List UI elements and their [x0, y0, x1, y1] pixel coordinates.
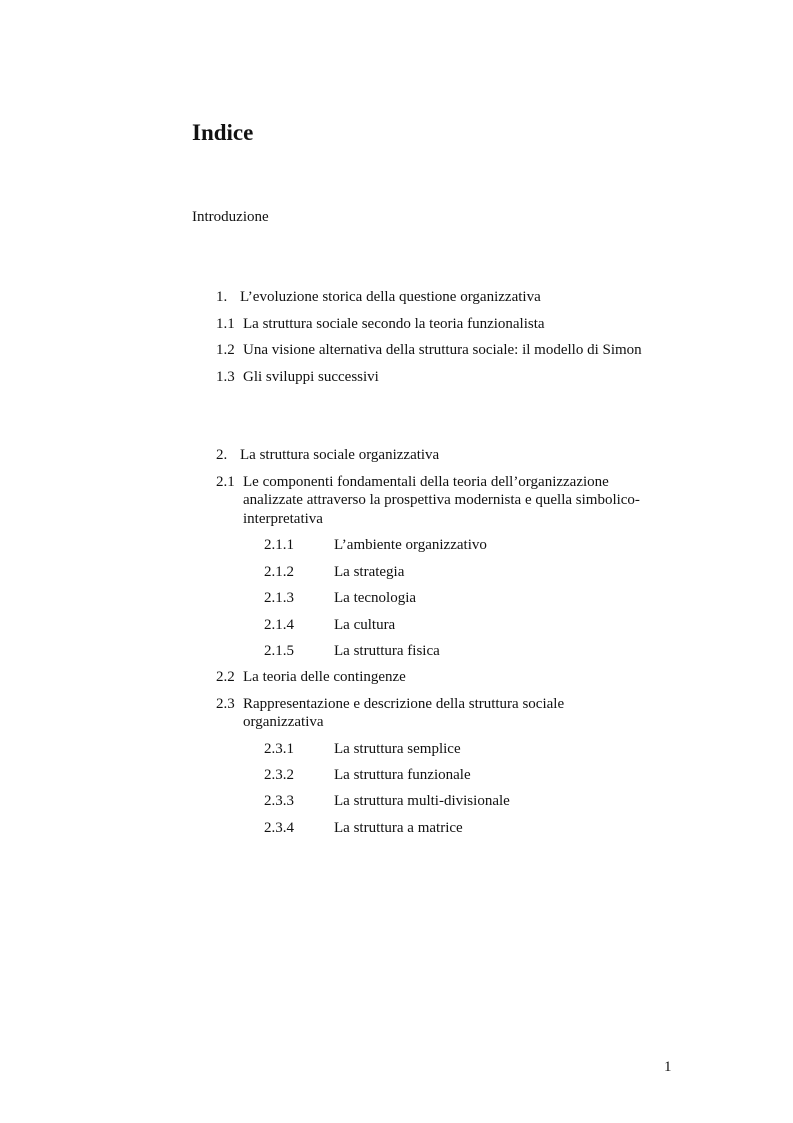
toc-title: La struttura a matrice [334, 820, 463, 836]
toc-number: 2.1.3 [264, 590, 294, 606]
page-number: 1 [664, 1059, 672, 1075]
toc-number: 2.2 [216, 669, 235, 685]
toc-title: La tecnologia [334, 590, 417, 606]
toc-subsection-2-1-5 [264, 642, 440, 660]
toc-number: 2.1.4 [264, 617, 294, 633]
toc-title: La struttura funzionale [334, 767, 471, 783]
toc-number: 1.1 [216, 316, 235, 332]
toc-number: 2.3.4 [264, 820, 294, 836]
toc-title-continuation: analizzate attraverso la prospettiva modernista e quella simbolico- [243, 492, 640, 508]
toc-chapter-1 [216, 288, 541, 306]
toc-number: 2.3 [216, 696, 235, 712]
toc-number: 1. [216, 289, 228, 305]
toc-number: 2.1.2 [264, 564, 294, 580]
toc-title: La teoria delle contingenze [243, 669, 406, 685]
toc-subsection-2-3-2 [264, 766, 471, 784]
toc-title: Le componenti fondamentali della teoria dell’organizzazione [243, 474, 609, 490]
toc-title: La struttura fisica [334, 643, 440, 659]
toc-title: Una visione alternativa della struttura sociale: il modello di Simon [243, 342, 642, 358]
toc-title: La struttura semplice [334, 741, 461, 757]
toc-section-2-1 [216, 473, 609, 491]
toc-number: 2.1.5 [264, 643, 294, 659]
toc-number: 2.3.2 [264, 767, 294, 783]
toc-subsection-2-3-3 [264, 792, 510, 810]
toc-number: 2.3.3 [264, 793, 294, 809]
page-title: Indice [192, 120, 254, 145]
toc-subsection-2-3-4 [264, 819, 463, 837]
toc-number: 2.3.1 [264, 741, 294, 757]
toc-number: 1.3 [216, 369, 235, 385]
toc-subsection-2-1-4 [264, 616, 395, 634]
toc-section-2-3 [216, 695, 564, 713]
toc-section-1-1 [216, 315, 545, 333]
toc-title-continuation: organizzativa [243, 714, 324, 730]
toc-title: La struttura sociale organizzativa [240, 447, 440, 463]
toc-title: La strategia [334, 564, 405, 580]
toc-chapter-2 [216, 446, 439, 464]
toc-subsection-2-1-1 [264, 536, 487, 554]
toc-subsection-2-1-2 [264, 563, 404, 581]
toc-subsection-2-1-3 [264, 589, 416, 607]
toc-section-2-2 [216, 668, 406, 686]
toc-number: 2. [216, 447, 228, 463]
toc-title-continuation: interpretativa [243, 511, 323, 527]
toc-title: La struttura multi-divisionale [334, 793, 510, 809]
toc-title: La struttura sociale secondo la teoria funzionalista [243, 316, 545, 332]
toc-subsection-2-3-1 [264, 740, 461, 758]
toc-section-1-3 [216, 368, 379, 386]
toc-title: L’evoluzione storica della questione organizzativa [240, 289, 541, 305]
toc-number: 1.2 [216, 342, 235, 358]
toc-title: Gli sviluppi successivi [243, 369, 379, 385]
toc-title: L’ambiente organizzativo [334, 537, 487, 553]
toc-entry-introduction: Introduzione [192, 209, 269, 225]
toc-section-1-2 [216, 341, 642, 359]
toc-title: La cultura [334, 617, 396, 633]
toc-number: 2.1 [216, 474, 235, 490]
toc-title: Rappresentazione e descrizione della struttura sociale [243, 696, 565, 712]
toc-number: 2.1.1 [264, 537, 294, 553]
